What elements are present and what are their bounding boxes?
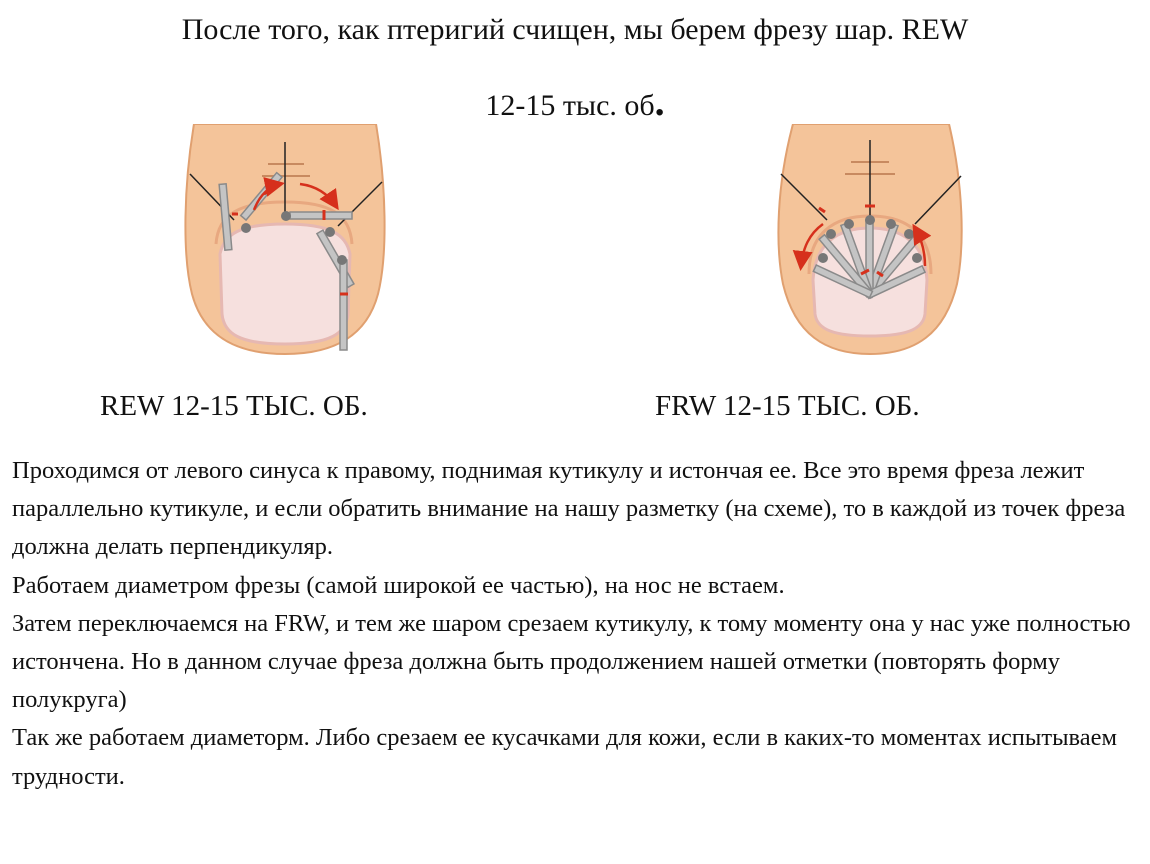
title-line-2 xyxy=(0,79,1150,124)
paragraph: Затем переключаемся на FRW, и тем же шаром срезаем кутикулу, к тому моменту она у нас уже полностью истончена. Но в данном случае фреза должна быть продолжением нашей отметки (повторять форму полукруга) xyxy=(12,609,1131,714)
paragraph: Проходимся от левого синуса к правому, поднимая кутикулу и истончая ее. Все это время фреза лежит параллельно кутикуле, и если обратить внимание на нашу разметку (на схеме), то в каждой из точек фреза должна делать перпендикуляр. xyxy=(12,457,1126,561)
title-line-1: После того, как птеригий счищен, мы берем фрезу шар. REW xyxy=(181,13,969,46)
rew-toe-illustration xyxy=(180,124,390,356)
caption-frw: FRW 12-15 ТЫС. ОБ. xyxy=(655,390,920,422)
paragraph: Работаем диаметром фрезы (самой широкой ее частью), на нос не встаем. xyxy=(12,571,785,599)
frw-toe-illustration xyxy=(765,124,975,356)
instruction-text xyxy=(12,452,1142,796)
title-line-2-dot: . xyxy=(654,79,665,124)
caption-rew: REW 12-15 ТЫС. ОБ. xyxy=(100,390,368,422)
title-line-2-text: 12-15 тыс. об xyxy=(485,89,655,122)
paragraph: Так же работаем диаметорм. Либо срезаем ее кусачками для кожи, если в каких-то моментах испытываем трудности. xyxy=(12,724,1118,790)
